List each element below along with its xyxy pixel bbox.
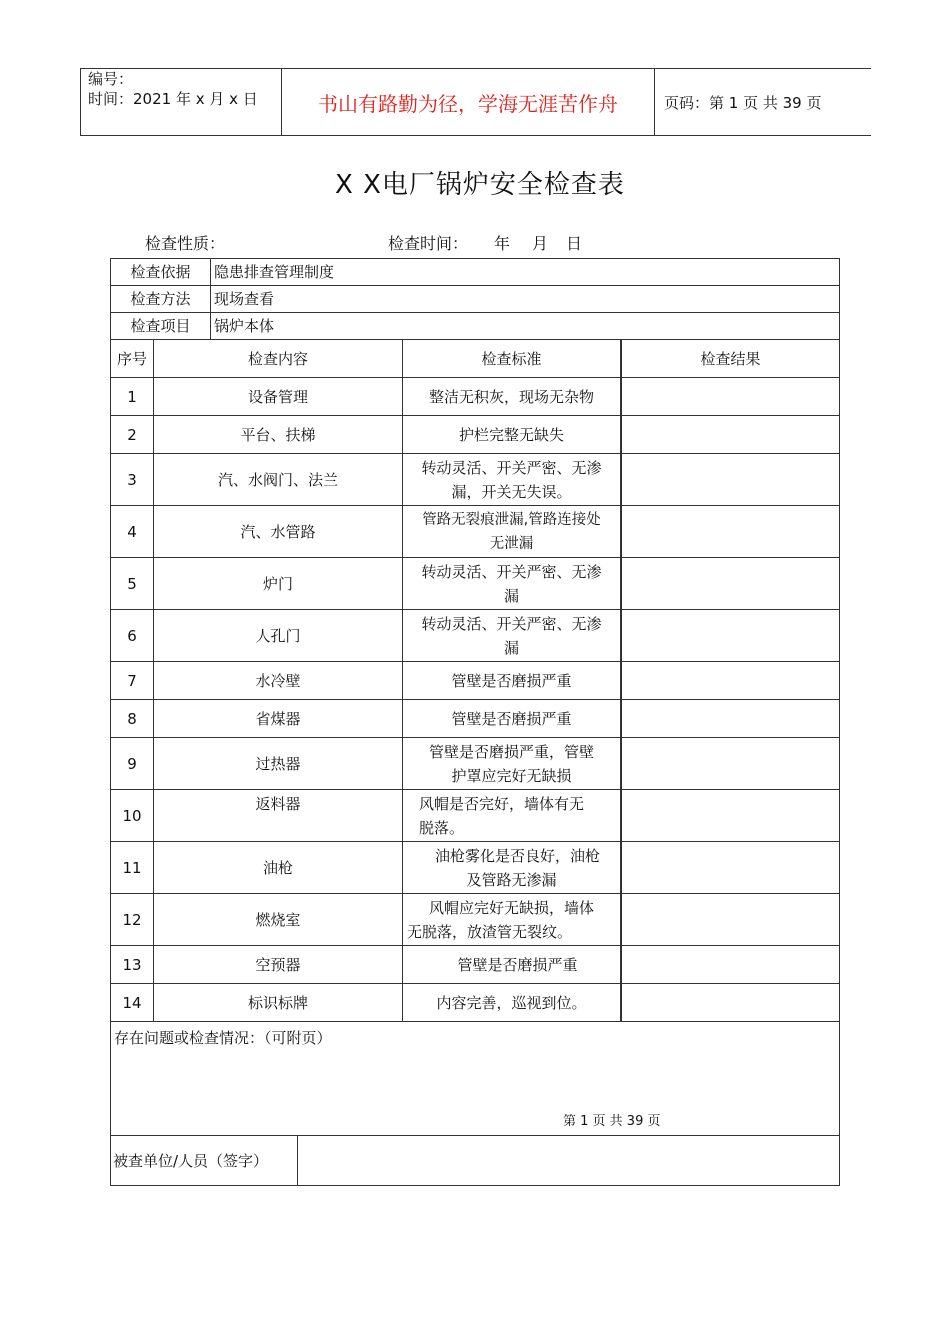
table-row-no: 5 xyxy=(127,574,137,593)
day-label: 日 xyxy=(566,234,583,253)
standard-line-2: 无泄漏 xyxy=(489,535,534,552)
table-row-no: 7 xyxy=(127,671,137,690)
standard-line-1: 管壁是否磨损严重 xyxy=(451,671,572,690)
table-row-standard xyxy=(403,894,620,945)
table-row-content: 人孔门 xyxy=(255,626,301,645)
table-row-content: 标识标牌 xyxy=(247,993,308,1012)
page-title: X X电厂锅炉安全检查表 xyxy=(335,169,625,200)
standard-line-1: 内容完善，巡视到位。 xyxy=(436,993,587,1012)
table-row-content: 返料器 xyxy=(255,795,301,813)
table-row-standard xyxy=(403,842,620,893)
col-header-standard: 检查标准 xyxy=(481,349,542,368)
standard-line-1: 管壁是否磨损严重，管壁 xyxy=(428,742,594,761)
info-label-basis: 检查依据 xyxy=(130,263,191,281)
table-row-no: 11 xyxy=(122,858,142,877)
table-row-standard xyxy=(403,790,620,841)
table-row-standard xyxy=(403,738,620,789)
table-row-content: 水冷壁 xyxy=(255,671,301,690)
table-row-content: 汽、水阀门、法兰 xyxy=(217,470,338,489)
col-header-result: 检查结果 xyxy=(700,349,761,368)
table-row-content: 省煤器 xyxy=(255,709,301,728)
standard-line-1: 护栏完整无缺失 xyxy=(458,425,564,444)
standard-line-1: 管路无裂痕泄漏,管路连接处 xyxy=(422,511,601,528)
col-header-no: 序号 xyxy=(116,349,147,368)
standard-line-1: 风帽应完好无缺损，墙体 xyxy=(429,899,595,917)
standard-line-1: 转动灵活、开关严密、无渗 xyxy=(421,614,602,633)
inspection-nature-label: 检查性质： xyxy=(145,234,226,253)
info-value-basis: 隐患排查管理制度 xyxy=(214,263,335,281)
table-row-no: 3 xyxy=(127,470,137,489)
table-row-standard xyxy=(403,558,620,609)
standard-line-2: 护罩应完好无缺损 xyxy=(451,766,572,785)
date-label: 时间：2021 年 x 月 x 日 xyxy=(88,90,258,108)
table-row-no: 10 xyxy=(122,806,142,825)
table-row-no: 9 xyxy=(127,754,137,773)
table-row-standard xyxy=(403,378,620,415)
standard-line-2: 漏，开关无失误。 xyxy=(451,482,572,501)
table-row-content: 空预器 xyxy=(255,955,301,974)
table-row-no: 8 xyxy=(127,709,137,728)
table-row-standard xyxy=(403,984,620,1021)
table-row-standard xyxy=(403,506,620,557)
page-indicator: 页码：第 1 页 共 39 页 xyxy=(664,93,822,112)
standard-line-1: 转动灵活、开关严密、无渗 xyxy=(421,458,602,477)
table-row-standard xyxy=(403,700,620,737)
table-row-no: 2 xyxy=(127,425,137,444)
standard-line-1: 管壁是否磨损严重 xyxy=(457,955,578,974)
standard-line-2: 及管路无渗漏 xyxy=(466,870,557,889)
table-row-content: 炉门 xyxy=(262,574,293,593)
problems-label: 存在问题或检查情况：（可附页） xyxy=(114,1029,332,1047)
table-row-no: 4 xyxy=(127,522,137,541)
standard-line-2: 漏 xyxy=(503,586,519,605)
table-row-no: 12 xyxy=(122,910,142,929)
standard-line-1: 转动灵活、开关严密、无渗 xyxy=(421,562,602,581)
table-row-content: 平台、扶梯 xyxy=(240,425,316,444)
standard-line-1: 管壁是否磨损严重 xyxy=(451,709,572,728)
month-label: 月 xyxy=(532,234,549,253)
standard-line-2: 脱落。 xyxy=(419,819,465,837)
table-row-standard xyxy=(403,416,620,453)
table-row-no: 1 xyxy=(127,387,137,406)
signature-label: 被查单位/人员（签字） xyxy=(113,1152,269,1170)
signature-field[interactable] xyxy=(298,1136,839,1185)
footer-page-number: 第 1 页 共 39 页 xyxy=(563,1114,661,1129)
info-label-item: 检查项目 xyxy=(130,317,191,335)
col-header-content: 检查内容 xyxy=(247,349,308,368)
table-row-standard xyxy=(403,610,620,661)
info-value-method: 现场查看 xyxy=(214,290,275,308)
standard-line-2: 漏 xyxy=(503,638,519,657)
table-row-no: 13 xyxy=(122,955,142,974)
info-label-method: 检查方法 xyxy=(130,290,191,308)
header-divider-2 xyxy=(654,68,655,136)
serial-label: 编号： xyxy=(88,70,134,88)
table-row-content: 油枪 xyxy=(262,858,293,877)
table-row-standard xyxy=(403,662,620,699)
inspection-time-label: 检查时间： xyxy=(388,234,469,253)
year-label: 年 xyxy=(494,234,511,253)
standard-line-2: 无脱落，放渣管无裂纹。 xyxy=(407,923,573,941)
table-row-content: 燃烧室 xyxy=(255,910,301,929)
table-row-content: 过热器 xyxy=(255,754,301,773)
table-row-no: 14 xyxy=(122,993,142,1012)
table-row-standard xyxy=(403,946,620,983)
standard-line-1: 油枪雾化是否良好，油枪 xyxy=(434,846,600,865)
standard-line-1: 风帽是否完好，墙体有无 xyxy=(419,795,585,813)
standard-line-1: 整洁无积灰，现场无杂物 xyxy=(428,387,594,406)
info-value-item: 锅炉本体 xyxy=(214,317,275,335)
table-row-standard xyxy=(403,454,620,505)
table-row-no: 6 xyxy=(127,626,137,645)
table-row-content: 设备管理 xyxy=(247,387,308,406)
slogan: 书山有路勤为径，学海无涯苦作舟 xyxy=(318,91,618,116)
table-row-content: 汽、水管路 xyxy=(240,522,316,541)
